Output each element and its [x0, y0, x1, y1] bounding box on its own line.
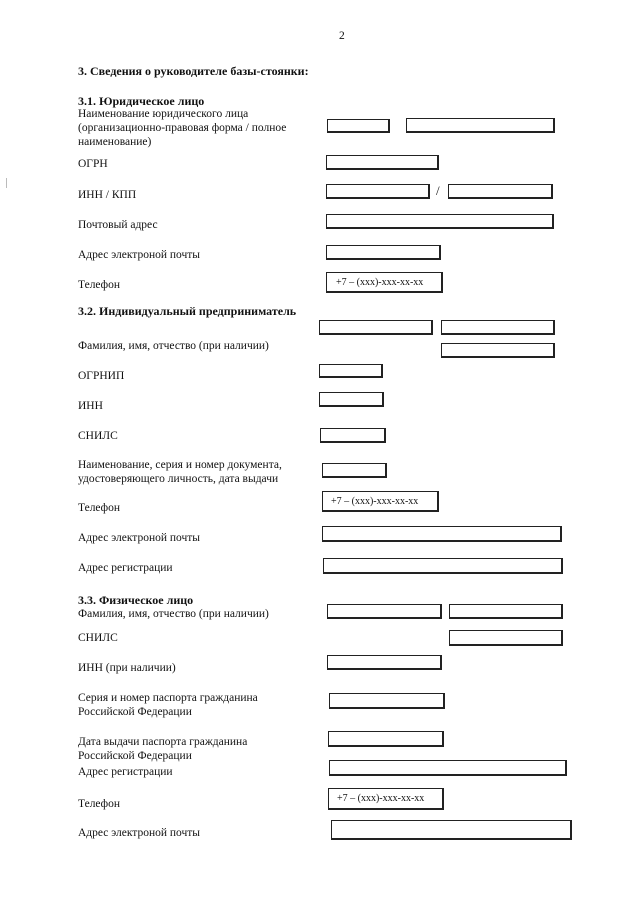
ip-doc-label-line1: Наименование, серия и номер документа,: [78, 459, 282, 471]
ip-phone-label: Телефон: [78, 502, 121, 514]
legal-name-label-line2: (организационно-правовая форма / полное: [78, 122, 287, 134]
fl-reg-address-input[interactable]: [329, 760, 567, 776]
fl-phone-placeholder: +7 – (xxx)-xxx-xx-xx: [337, 793, 425, 804]
legal-name-label-line3: наименование): [78, 136, 152, 148]
ip-phone-placeholder: +7 – (xxx)-xxx-xx-xx: [331, 496, 419, 507]
fl-phone-label: Телефон: [78, 798, 121, 810]
legal-email-input[interactable]: [326, 245, 441, 260]
fl-inn-input[interactable]: [327, 655, 442, 670]
ip-patronymic-input[interactable]: [441, 343, 555, 358]
fl-name-input[interactable]: [449, 604, 563, 619]
ip-reg-address-input[interactable]: [323, 558, 563, 574]
page-number: 2: [339, 30, 345, 42]
inn-kpp-separator: /: [436, 183, 440, 198]
inn-kpp-label: ИНН / КПП: [78, 189, 137, 201]
ogrnip-input[interactable]: [319, 364, 383, 378]
legal-phone-placeholder: +7 – (xxx)-xxx-xx-xx: [336, 277, 424, 288]
fl-email-input[interactable]: [331, 820, 572, 840]
ip-name-input[interactable]: [441, 320, 555, 335]
fl-reg-address-label: Адрес регистрации: [78, 766, 173, 778]
section-title: 3. Сведения о руководителе базы-стоянки:: [78, 64, 309, 78]
fl-passport-input[interactable]: [329, 693, 445, 709]
fl-email-label: Адрес электроной почты: [78, 827, 201, 839]
ip-inn-label: ИНН: [78, 400, 103, 412]
postal-address-label: Почтовый адрес: [78, 219, 158, 231]
ip-snils-input[interactable]: [320, 428, 386, 443]
ogrn-label: ОГРН: [78, 158, 108, 170]
ip-snils-label: СНИЛС: [78, 430, 118, 442]
legal-name-label-line1: Наименование юридического лица: [78, 108, 249, 120]
postal-address-input[interactable]: [326, 214, 554, 229]
legal-entity-title: 3.1. Юридическое лицо: [78, 94, 205, 108]
ip-email-label: Адрес электроной почты: [78, 532, 201, 544]
ip-inn-input[interactable]: [319, 392, 384, 407]
ogrn-input[interactable]: [326, 155, 439, 170]
ip-doc-label-line2: удостоверяющего личность, дата выдачи: [78, 473, 279, 485]
fl-fio-label: Фамилия, имя, отчество (при наличии): [78, 608, 269, 620]
ip-surname-input[interactable]: [319, 320, 433, 335]
fl-passport-date-label-line1: Дата выдачи паспорта гражданина: [78, 736, 248, 748]
ip-reg-address-label: Адрес регистрации: [78, 562, 173, 574]
fl-snils-label: СНИЛС: [78, 632, 118, 644]
fl-patronymic-input[interactable]: [449, 630, 563, 646]
fl-passport-date-label-line2: Российской Федерации: [78, 750, 192, 762]
ip-email-input[interactable]: [322, 526, 562, 542]
ogrnip-label: ОГРНИП: [78, 370, 125, 382]
legal-fullname-input[interactable]: [406, 118, 555, 133]
fl-surname-input[interactable]: [327, 604, 442, 619]
fl-inn-label: ИНН (при наличии): [78, 662, 176, 674]
entrepreneur-title: 3.2. Индивидуальный предприниматель: [78, 304, 297, 318]
fl-passport-label-line1: Серия и номер паспорта гражданина: [78, 692, 258, 704]
ip-fio-label: Фамилия, имя, отчество (при наличии): [78, 340, 269, 352]
inn-input[interactable]: [326, 184, 430, 199]
legal-form-input[interactable]: [327, 119, 390, 133]
fl-passport-date-input[interactable]: [328, 731, 444, 747]
fl-passport-label-line2: Российской Федерации: [78, 706, 192, 718]
ip-doc-input[interactable]: [322, 463, 387, 478]
legal-email-label: Адрес электроной почты: [78, 249, 201, 261]
individual-title: 3.3. Физическое лицо: [78, 593, 194, 607]
left-edge-mark: [6, 178, 7, 188]
legal-phone-label: Телефон: [78, 279, 121, 291]
kpp-input[interactable]: [448, 184, 553, 199]
